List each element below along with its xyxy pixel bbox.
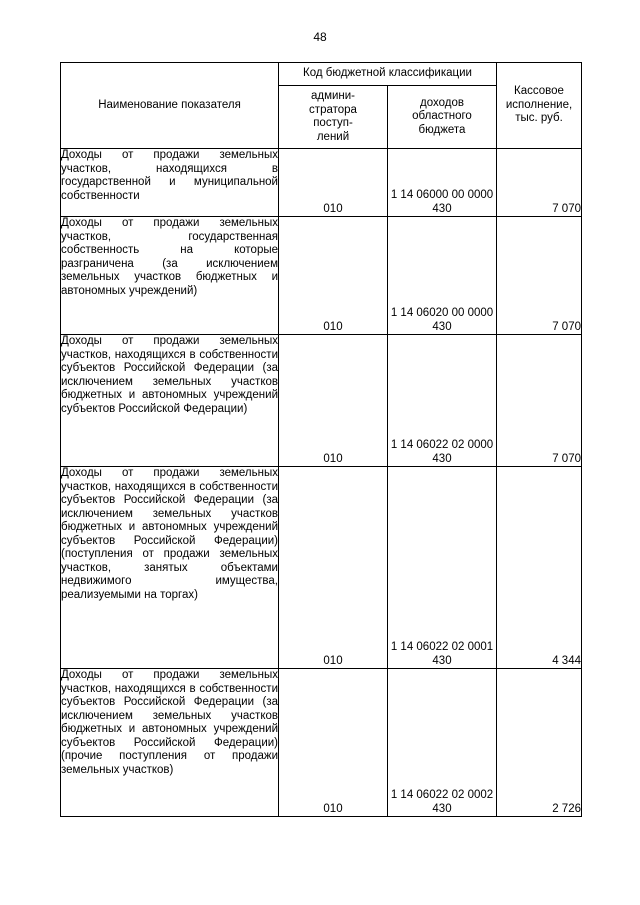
table-row xyxy=(61,335,582,467)
row-budget-code: 1 14 06022 02 0002 430 xyxy=(388,669,497,817)
header-budget-code-group: Код бюджетной классификации xyxy=(279,63,497,86)
row-budget-code: 1 14 06022 02 0001 430 xyxy=(388,467,497,669)
row-administrator-code: 010 xyxy=(279,217,388,335)
header-indicator-name: Наименование показателя xyxy=(61,63,279,149)
row-administrator-code: 010 xyxy=(279,669,388,817)
header-administrator: админи- стратора поступ- лений xyxy=(279,86,388,149)
budget-table xyxy=(60,62,582,817)
row-indicator-name: Доходы от продажи земельных участков, государственная собственность на которые разграничена (за исключением земельных участков бюджетных и автономных учреждений) xyxy=(61,217,279,335)
row-amount: 4 344 xyxy=(497,467,582,669)
row-indicator-name: Доходы от продажи земельных участков, находящихся в собственности субъектов Российской Федерации (за исключением земельных участков бюджетных и автономных учреждений субъектов Российской Федерации) xyxy=(61,335,279,467)
row-indicator-name: Доходы от продажи земельных участков, находящихся в государственной и муниципальной собственности xyxy=(61,149,279,217)
page-number: 48 xyxy=(313,30,327,44)
row-administrator-code: 010 xyxy=(279,335,388,467)
row-amount: 7 070 xyxy=(497,217,582,335)
row-amount: 2 726 xyxy=(497,669,582,817)
table-row xyxy=(61,149,582,217)
header-row-top xyxy=(61,63,582,86)
row-amount: 7 070 xyxy=(497,335,582,467)
table-row xyxy=(61,467,582,669)
table-row xyxy=(61,669,582,817)
table-header xyxy=(61,63,582,149)
row-indicator-name: Доходы от продажи земельных участков, находящихся в собственности субъектов Российской Федерации (за исключением земельных участков бюджетных и автономных учреждений субъектов Российской Федерации) (прочие поступления от продажи земельных участков) xyxy=(61,669,279,817)
row-budget-code: 1 14 06000 00 0000 430 xyxy=(388,149,497,217)
header-regional-income: доходов областного бюджета xyxy=(388,86,497,149)
table-body xyxy=(61,149,582,817)
table-row xyxy=(61,217,582,335)
row-indicator-name: Доходы от продажи земельных участков, находящихся в собственности субъектов Российской Федерации (за исключением земельных участков бюджетных и автономных учреждений субъектов Российской Федерации) (поступления от продажи земельных участков, занятых объектами недвижимого имущества, реализуемыми на торгах) xyxy=(61,467,279,669)
row-amount: 7 070 xyxy=(497,149,582,217)
row-administrator-code: 010 xyxy=(279,467,388,669)
header-cash-execution: Кассовое исполнение, тыс. руб. xyxy=(497,63,582,149)
row-administrator-code: 010 xyxy=(279,149,388,217)
row-budget-code: 1 14 06020 00 0000 430 xyxy=(388,217,497,335)
row-budget-code: 1 14 06022 02 0000 430 xyxy=(388,335,497,467)
